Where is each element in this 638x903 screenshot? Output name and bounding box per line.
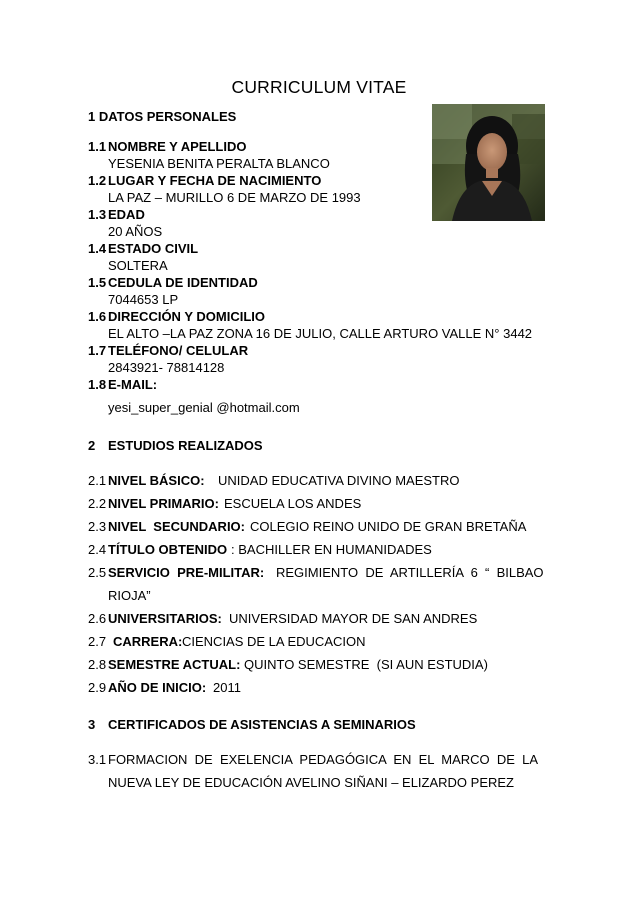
section-num: 3 (88, 717, 96, 732)
field-label-start-year: AÑO DE INICIO: (108, 680, 207, 695)
field-value-secondary-level: COLEGIO REINO UNIDO DE GRAN BRETAÑA (250, 519, 527, 534)
field-value-degree: : BACHILLER EN HUMANIDADES (231, 542, 432, 557)
item-num: 1.1 (88, 139, 107, 154)
field-value-military-service: REGIMIENTO DE ARTILLERÍA 6 “ BILBAO (276, 565, 544, 580)
field-label-primary-level: NIVEL PRIMARIO: (108, 496, 219, 511)
field-label-semester: SEMESTRE ACTUAL: (108, 657, 241, 672)
item-num: 1.3 (88, 207, 107, 222)
item-num: 2.4 (88, 542, 107, 557)
profile-photo (432, 104, 545, 221)
item-num: 2.3 (88, 519, 107, 534)
field-label-university: UNIVERSITARIOS: (108, 611, 222, 626)
item-num: 2.8 (88, 657, 107, 672)
field-value-career: CIENCIAS DE LA EDUCACION (182, 634, 366, 649)
field-label-name: NOMBRE Y APELLIDO (108, 139, 247, 154)
section-heading-studies: ESTUDIOS REALIZADOS (108, 438, 263, 453)
field-label-secondary-level: NIVEL SECUNDARIO: (108, 519, 245, 534)
field-value-id: 7044653 LP (108, 292, 179, 307)
field-value-university: UNIVERSIDAD MAYOR DE SAN ANDRES (229, 611, 478, 626)
field-label-phone: TELÉFONO/ CELULAR (108, 343, 249, 358)
section-num: 2 (88, 438, 96, 453)
field-value-birth: LA PAZ – MURILLO 6 DE MARZO DE 1993 (108, 190, 361, 205)
field-value-semester: QUINTO SEMESTRE (SI AUN ESTUDIA) (244, 657, 488, 672)
field-label-address: DIRECCIÓN Y DOMICILIO (108, 309, 265, 324)
field-value-basic-level: UNIDAD EDUCATIVA DIVINO MAESTRO (218, 473, 460, 488)
field-value-primary-level: ESCUELA LOS ANDES (224, 496, 362, 511)
item-num: 3.1 (88, 752, 107, 767)
field-label-career: CARRERA: (113, 634, 183, 649)
seminar-title-line1: FORMACION DE EXELENCIA PEDAGÓGICA EN EL MARCO DE LA (108, 752, 539, 767)
item-num: 2.9 (88, 680, 107, 695)
field-value-phone: 2843921- 78814128 (108, 360, 225, 375)
document-title: CURRICULUM VITAE (231, 77, 407, 97)
item-num: 2.1 (88, 473, 107, 488)
item-num: 1.6 (88, 309, 107, 324)
field-value-name: YESENIA BENITA PERALTA BLANCO (108, 156, 330, 171)
field-value-start-year: 2011 (213, 680, 241, 695)
section-heading-seminars: CERTIFICADOS DE ASISTENCIAS A SEMINARIOS (108, 717, 416, 732)
field-label-military-service: SERVICIO PRE-MILITAR: (108, 565, 265, 580)
field-value-email: yesi_super_genial @hotmail.com (108, 400, 300, 415)
field-label-basic-level: NIVEL BÁSICO: (108, 473, 205, 488)
item-num: 2.6 (88, 611, 107, 626)
field-value-address: EL ALTO –LA PAZ ZONA 16 DE JULIO, CALLE ARTURO VALLE N° 3442 (108, 326, 533, 341)
field-value-military-service-cont: RIOJA” (108, 588, 151, 603)
item-num: 1.8 (88, 377, 107, 392)
field-value-age: 20 AÑOS (108, 224, 163, 239)
item-num: 1.5 (88, 275, 107, 290)
seminar-title-line2: NUEVA LEY DE EDUCACIÓN AVELINO SIÑANI – ELIZARDO PEREZ (108, 775, 515, 790)
field-label-marital-status: ESTADO CIVIL (108, 241, 199, 256)
item-num: 1.7 (88, 343, 107, 358)
field-label-degree: TÍTULO OBTENIDO (108, 542, 228, 557)
item-num: 2.7 (88, 634, 107, 649)
item-num: 1.4 (88, 241, 107, 256)
field-value-marital-status: SOLTERA (108, 258, 168, 273)
item-num: 1.2 (88, 173, 107, 188)
item-num: 2.2 (88, 496, 107, 511)
field-label-age: EDAD (108, 207, 145, 222)
item-num: 2.5 (88, 565, 107, 580)
section-heading-personal-data: 1 DATOS PERSONALES (88, 109, 237, 124)
field-label-birth: LUGAR Y FECHA DE NACIMIENTO (108, 173, 322, 188)
field-label-email: E-MAIL: (108, 377, 158, 392)
field-label-id: CEDULA DE IDENTIDAD (108, 275, 258, 290)
